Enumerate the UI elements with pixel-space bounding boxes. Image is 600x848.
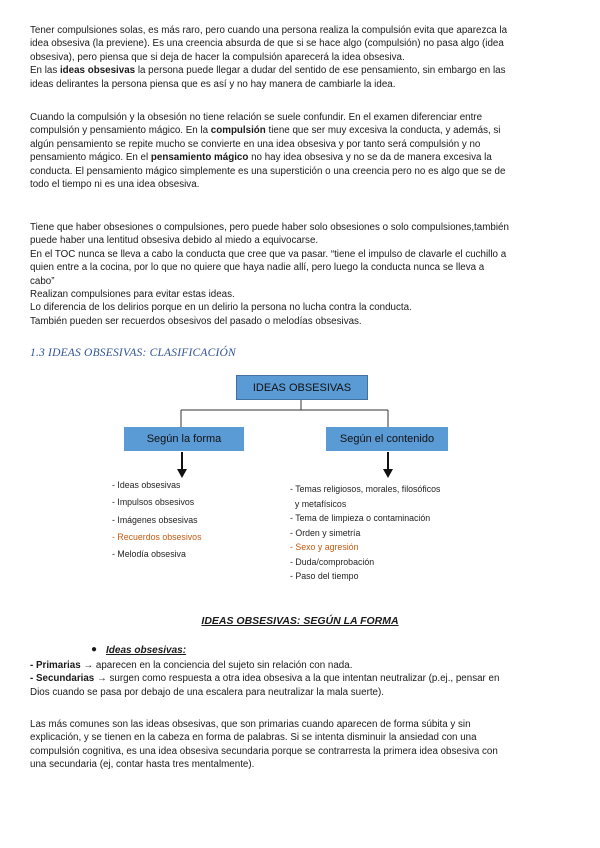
forma-list <box>112 477 201 563</box>
list-item: - Tema de limpieza o contaminación <box>290 513 431 523</box>
primarias-secundarias-block <box>30 659 575 699</box>
text-line <box>30 659 575 672</box>
text-line: explicación, y se tienen en la cabeza en forma de palabras. Si se intenta disminuir la ansiedad con una <box>30 732 477 744</box>
text-line: ideas delirantes la persona piensa que es así y no hay manera de cambiarle la idea. <box>30 78 396 90</box>
text-run: tiene que ser muy excesiva la conducta, y además, si <box>265 125 501 137</box>
text-line: Realizan compulsiones para evitar estas ideas. <box>30 289 235 301</box>
text-line: algún pensamiento se repite mucho se convierte en una idea obsesiva y por tanto será compulsión y no <box>30 138 481 150</box>
text-line: una secundaria (ej, contar hasta tres mentalmente). <box>30 759 255 771</box>
text-line: En el TOC nunca se lleva a cabo la conducta que cree que va pasar. “tiene el impulso de clavarle el cuchillo a <box>30 248 507 260</box>
right-arrow-head <box>383 469 393 478</box>
list-item: - Temas religiosos, morales, filosóficos <box>290 484 441 494</box>
bullet-icon: ● <box>91 644 98 655</box>
text-line: Las más comunes son las ideas obsesivas, que son primarias cuando aparecen de forma súbita y sin <box>30 719 471 730</box>
text-run: compulsión y pensamiento mágico. En la <box>30 125 211 137</box>
contenido-list <box>290 482 440 584</box>
list-item: y metafísicos <box>290 498 347 509</box>
bold-term: ideas obsesivas <box>59 65 136 77</box>
text-run: En las <box>30 65 60 77</box>
list-item: - Imágenes obsesivas <box>112 514 198 525</box>
text-line: compulsión cognitiva, es una idea obsesiva secundaria porque se contrarresta la primera idea obsesiva con <box>30 745 498 757</box>
list-item: - Impulsos obsesivos <box>112 497 195 508</box>
text-line: Cuando la compulsión y la obsesión no tiene relación se suele confundir. En el examen diferenciar entre <box>30 112 483 123</box>
list-item: - Melodía obsesiva <box>112 549 186 560</box>
text-line: obsesiva), pero piensa que si deja de hacer la compulsión aparecerá la idea obsesiva. <box>30 51 405 63</box>
bold-term: pensamiento mágico <box>150 152 249 164</box>
text-line: Lo diferencia de los delirios porque en un delirio la persona no lucha contra la conducta. <box>30 302 412 314</box>
closing-paragraph <box>30 718 575 772</box>
text-run: la persona puede llegar a dudar del sentido de ese pensamiento, sin embargo en las <box>135 65 506 77</box>
ideas-obsesivas-box: IDEAS OBSESIVAS <box>236 375 368 400</box>
text-line: Tener compulsiones solas, es más raro, pero cuando una persona realiza la compulsión evita que aparezca la <box>30 25 508 36</box>
text-run: → surgen como respuesta a otra idea obsesiva a la que intentan neutralizar (p.ej., pensar en <box>94 673 500 685</box>
forma-section-title: IDEAS OBSESIVAS: SEGÚN LA FORMA <box>201 615 399 627</box>
ideas-obsesivas-heading: Ideas obsesivas: <box>106 645 187 656</box>
text-line: puede haber una lentitud obsesiva debido al miedo a equivocarse. <box>30 235 319 247</box>
section-heading: 1.3 IDEAS OBSESIVAS: CLASIFICACIÓN <box>30 347 236 359</box>
text-line: conducta. El pensamiento mágico simplemente es una superstición o una creencia pero no es algo que se de <box>30 165 506 177</box>
text-line: Dios cuando se pasa por debajo de una escalera para neutralizar la mala suerte). <box>30 686 384 698</box>
text-line: idea obsesiva (la previene). Es una creencia absurda de que si se hace algo (compulsión) no pasa algo (idea <box>30 38 504 50</box>
list-item: - Orden y simetría <box>290 527 361 538</box>
bold-term: - Secundarias <box>30 673 95 685</box>
list-item: - Recuerdos obsesivos <box>112 531 202 542</box>
text-line: También pueden ser recuerdos obsesivos del pasado o melodías obsesivas. <box>30 315 362 327</box>
list-item: - Ideas obsesivas <box>112 480 181 490</box>
bold-term: compulsión <box>210 125 266 137</box>
list-item: - Sexo y agresión <box>290 542 359 552</box>
list-item: - Duda/comprobación <box>290 556 375 567</box>
text-line: quien entre a la cocina, por lo que no quiere que haya nadie allí, pero luego la conducta nunca se lleva a <box>30 262 485 274</box>
segun-contenido-box: Según el contenido <box>326 427 448 451</box>
text-line <box>30 672 575 685</box>
text-line: Tiene que haber obsesiones o compulsiones, pero puede haber solo obsesiones o solo compulsiones,también <box>30 222 509 233</box>
bold-term: - Primarias <box>30 660 81 671</box>
segun-forma-box: Según la forma <box>124 427 244 451</box>
list-item: - Paso del tiempo <box>290 571 359 581</box>
text-line: todo el tiempo ni es una idea obsesiva. <box>30 179 200 191</box>
text-run: pensamiento mágico. En el <box>30 152 151 164</box>
text-line: cabo” <box>30 275 55 287</box>
text-run: no hay idea obsesiva y no se da de manera excesiva la <box>248 152 492 164</box>
text-run: → aparecen en la conciencia del sujeto sin relación con nada. <box>80 660 353 671</box>
